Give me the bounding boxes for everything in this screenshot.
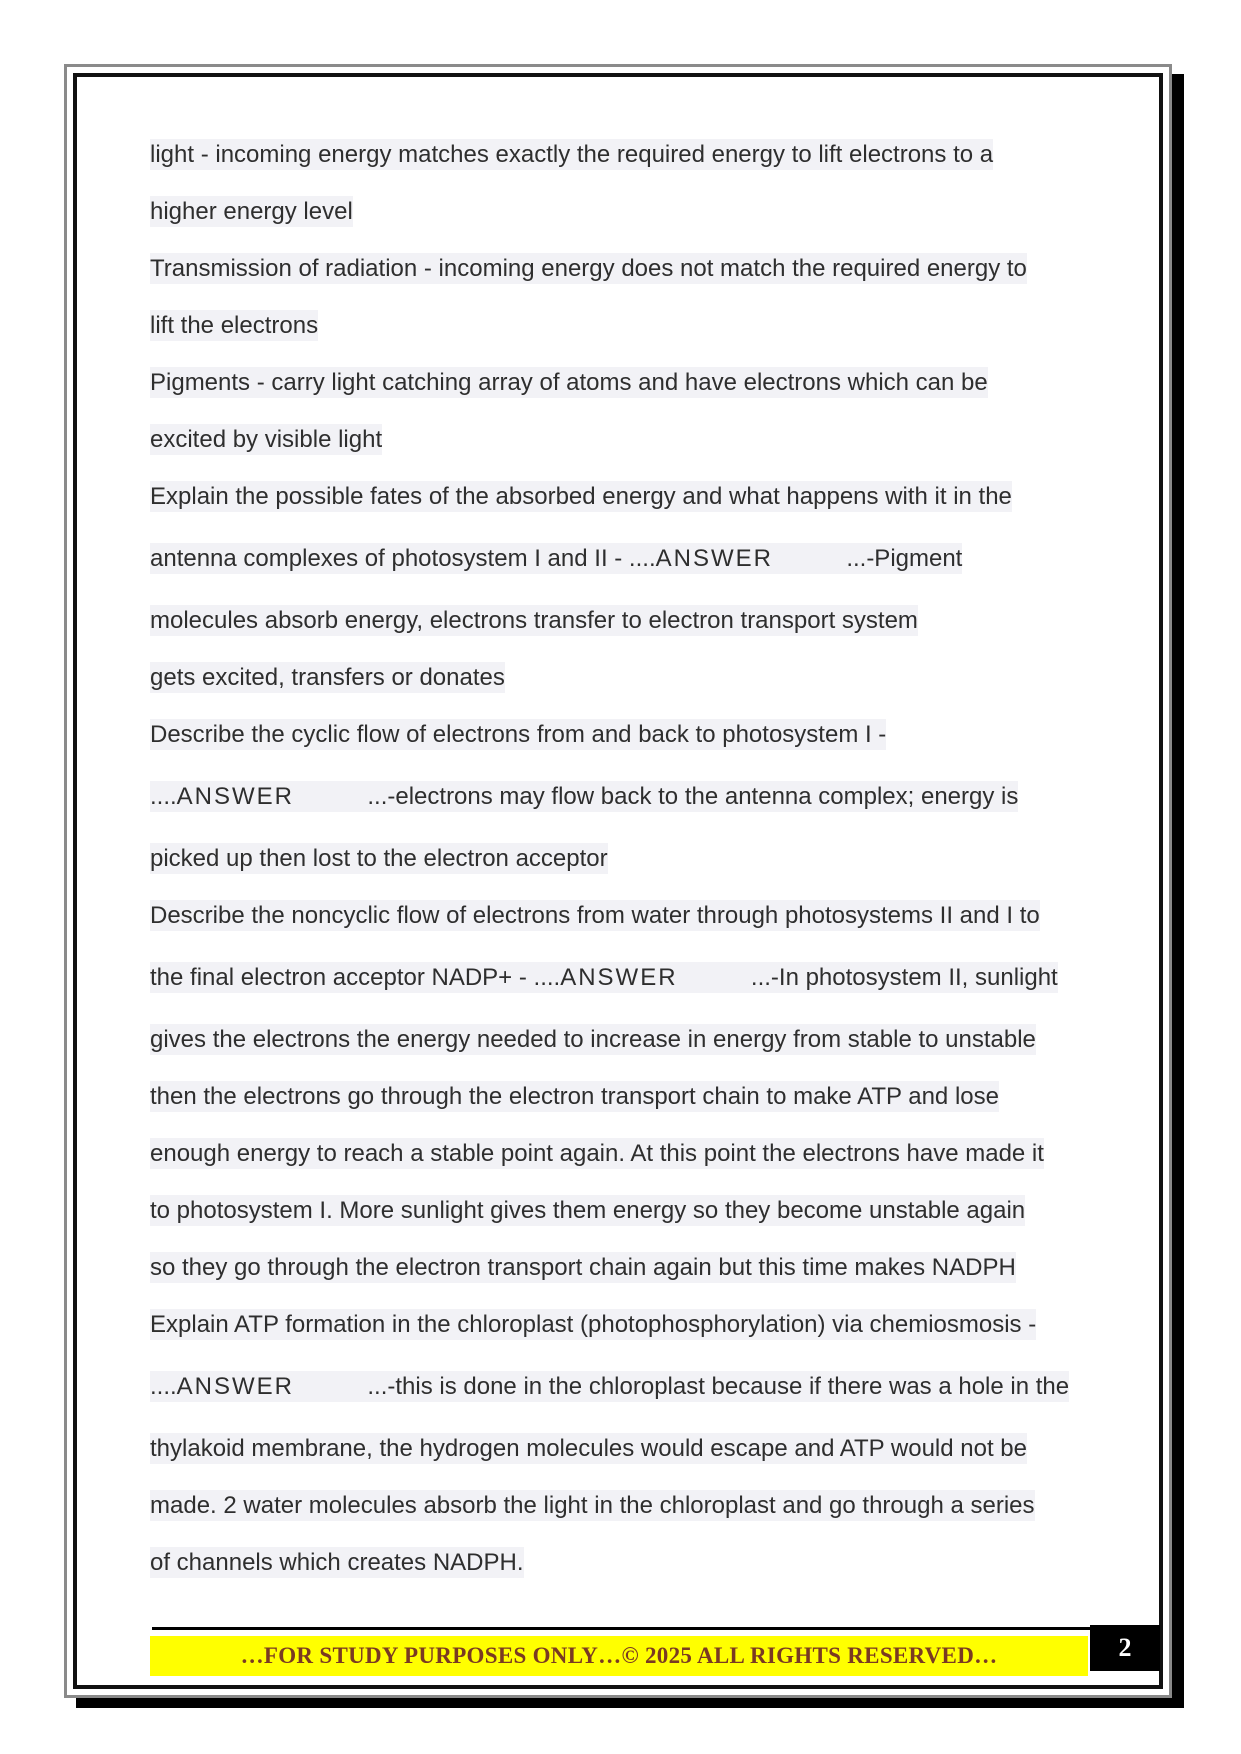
text-line: then the electrons go through the electron transport chain to make ATP and lose: [150, 1083, 999, 1110]
text-line: so they go through the electron transport chain again but this time makes NADPH: [150, 1254, 1016, 1281]
footer-banner: [150, 1636, 1088, 1676]
answer-label: ANSWER: [560, 964, 678, 991]
question-answer-line: antenna complexes of photosystem I and II - ....ANSWER ...-Pigment: [150, 545, 963, 572]
text-line: light - incoming energy matches exactly the required energy to lift electrons to a: [150, 141, 994, 168]
text-line: Transmission of radiation - incoming energy does not match the required energy to: [150, 255, 1027, 282]
text-line: picked up then lost to the electron acceptor: [150, 845, 608, 872]
text-line: molecules absorb energy, electrons transfer to electron transport system: [150, 607, 918, 634]
footer-text: …FOR STUDY PURPOSES ONLY…© 2025 ALL RIGHTS RESERVED…: [240, 1643, 998, 1668]
text-line: gives the electrons the energy needed to increase in energy from stable to unstable: [150, 1026, 1036, 1053]
text-line: of channels which creates NADPH.: [150, 1549, 524, 1576]
text-line: higher energy level: [150, 198, 353, 225]
page-number: 2: [1090, 1625, 1160, 1671]
text-line: enough energy to reach a stable point again. At this point the electrons have made it: [150, 1140, 1044, 1167]
question-line: Describe the noncyclic flow of electrons from water through photosystems II and I to: [150, 902, 1040, 929]
question-line: Describe the cyclic flow of electrons from and back to photosystem I -: [150, 721, 887, 748]
footer-divider: [152, 1627, 1090, 1630]
question-answer-line: ....ANSWER ...-electrons may flow back to the antenna complex; energy is: [150, 783, 1019, 810]
text-line: to photosystem I. More sunlight gives them energy so they become unstable again: [150, 1197, 1026, 1224]
question-answer-line: the final electron acceptor NADP+ - ....ANSWER ...-In photosystem II, sunlight: [150, 964, 1058, 991]
question-answer-line: ....ANSWER ...-this is done in the chloroplast because if there was a hole in the: [150, 1373, 1070, 1400]
text-line: made. 2 water molecules absorb the light in the chloroplast and go through a series: [150, 1492, 1035, 1519]
text-line: thylakoid membrane, the hydrogen molecules would escape and ATP would not be: [150, 1435, 1027, 1462]
text-line: gets excited, transfers or donates: [150, 664, 505, 691]
answer-label: ANSWER: [176, 783, 295, 810]
answer-label: ANSWER: [176, 1373, 295, 1400]
text-line: lift the electrons: [150, 312, 319, 339]
question-line: Explain ATP formation in the chloroplast (photophosphorylation) via chemiosmosis -: [150, 1311, 1037, 1338]
text-line: Pigments - carry light catching array of atoms and have electrons which can be: [150, 369, 988, 396]
text-line: excited by visible light: [150, 426, 383, 453]
document-body: [150, 140, 1090, 1578]
answer-label: ANSWER: [655, 545, 773, 572]
question-line: Explain the possible fates of the absorbed energy and what happens with it in the: [150, 483, 1012, 510]
